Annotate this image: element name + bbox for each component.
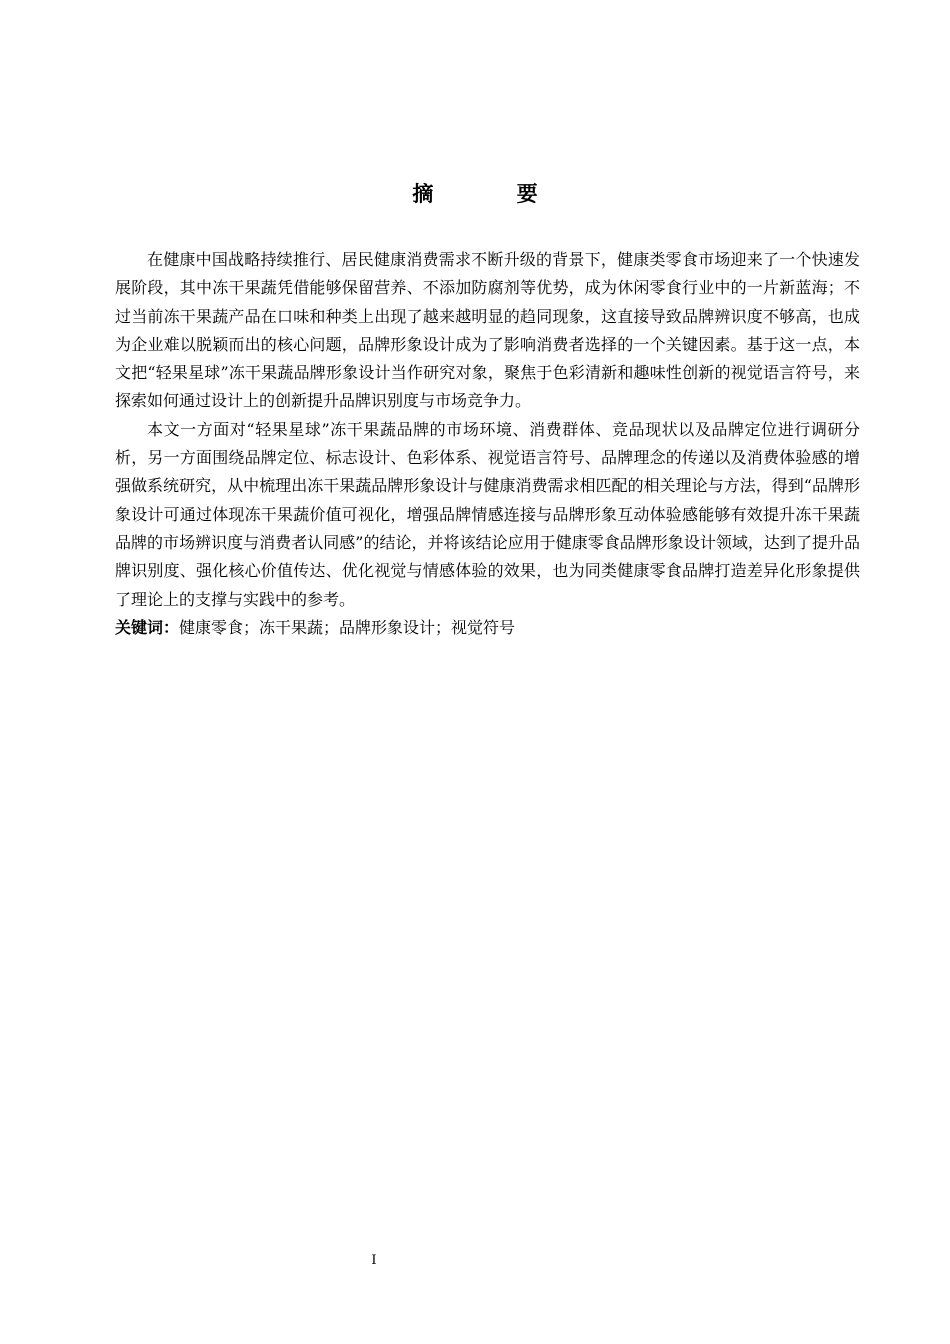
keywords-text: 健康零食；冻干果蔬；品牌形象设计；视觉符号 [179, 617, 516, 637]
abstract-paragraph-1: 在健康中国战略持续推行、居民健康消费需求不断升级的背景下，健康类零食市场迎来了一个快速发展阶段，其中冻干果蔬凭借能够保留营养、不添加防腐剂等优势，成为休闲零食行业中的一片新蓝海；不过当前冻干果蔬产品在口味和种类上出现了越来越明显的趋同现象，这直接导致品牌辨识度不够高，也成为企业难以脱颖而出的核心问题，品牌形象设计成为了影响消费者选择的一个关键因素。基于这一点，本文把“轻果星球”冻干果蔬品牌形象设计当作研究对象，聚焦于色彩清新和趣味性创新的视觉语言符号，来探索如何通过设计上的创新提升品牌识别度与市场竞争力。 [115, 250, 860, 411]
keywords-label: 关键词： [115, 617, 180, 637]
page-number: I [371, 1253, 377, 1268]
abstract-title: 摘 要 [412, 182, 576, 206]
keywords-line [115, 614, 860, 642]
abstract-paragraph-2: 本文一方面对“轻果星球”冻干果蔬品牌的市场环境、消费群体、竞品现状以及品牌定位进行调研分析，另一方面围绕品牌定位、标志设计、色彩体系、视觉语言符号、品牌理念的传递以及消费体验感的增强做系统研究，从中梳理出冻干果蔬品牌形象设计与健康消费需求相匹配的相关理论与方法，得到“品牌形象设计可通过体现冻干果蔬价值可视化，增强品牌情感连接与品牌形象互动体验感能够有效提升冻干果蔬品牌的市场辨识度与消费者认同感”的结论，并将该结论应用于健康零食品牌形象设计领域，达到了提升品牌识别度、强化核心价值传达、优化视觉与情感体验的效果，也为同类健康零食品牌打造差异化形象提供了理论上的支撑与实践中的参考。 [115, 419, 860, 609]
abstract-body [115, 246, 860, 642]
